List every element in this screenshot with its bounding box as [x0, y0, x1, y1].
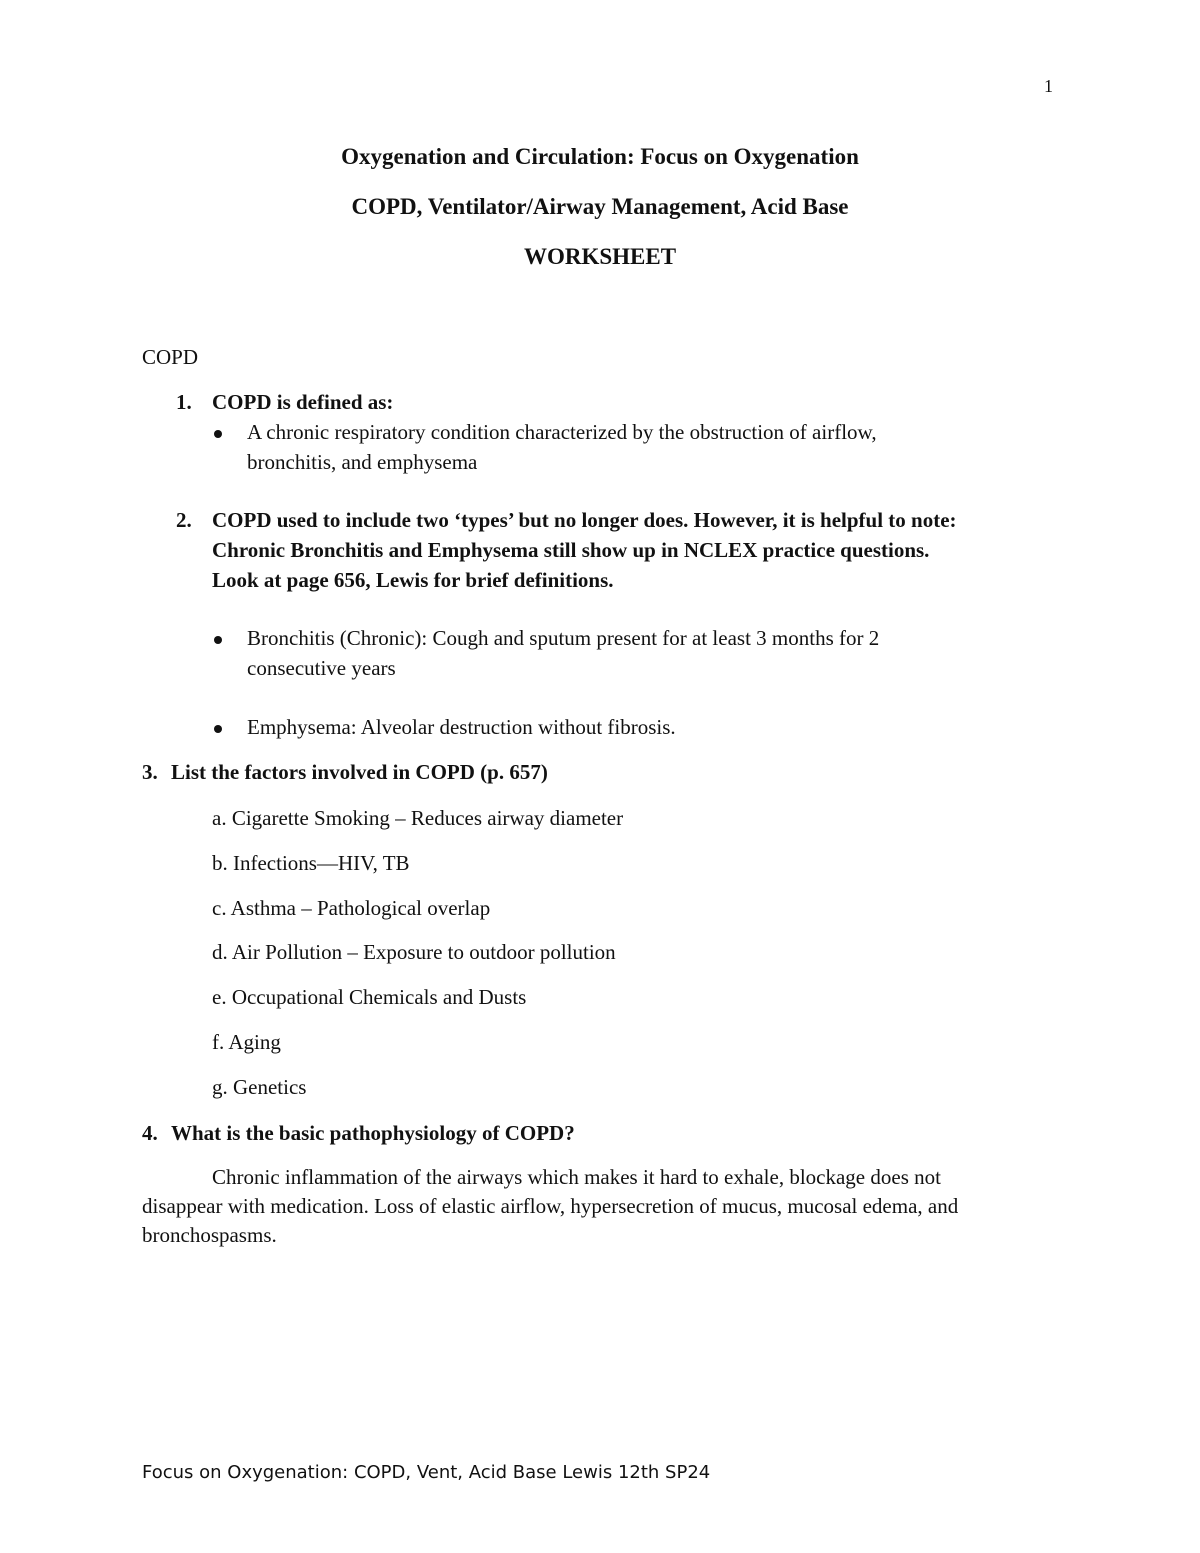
question-1-text: COPD is defined as: — [212, 390, 394, 414]
question-1-bullet-line-1: A chronic respiratory condition characterized by the obstruction of airflow, — [247, 420, 877, 444]
question-2-line-2: Chronic Bronchitis and Emphysema still show up in NCLEX practice questions. — [212, 538, 930, 562]
question-1-number: 1. — [176, 390, 192, 414]
answer-line-1: Chronic inflammation of the airways which makes it hard to exhale, blockage does not — [212, 1165, 941, 1189]
question-4-number: 4. — [142, 1121, 158, 1145]
question-2-line-3: Look at page 656, Lewis for brief definitions. — [212, 568, 614, 592]
question-4-text: What is the basic pathophysiology of COPD? — [171, 1121, 575, 1145]
question-2-bullet-2: Emphysema: Alveolar destruction without fibrosis. — [247, 715, 676, 739]
page-footer: Focus on Oxygenation: COPD, Vent, Acid Base Lewis 12th SP24 — [142, 1462, 711, 1483]
question-1-bullet-line-2: bronchitis, and emphysema — [247, 450, 478, 474]
section-heading: COPD — [142, 345, 199, 369]
factor-item: a. Cigarette Smoking – Reduces airway diameter — [212, 806, 624, 830]
document-title-line-2: COPD, Ventilator/Airway Management, Acid Base — [351, 194, 849, 219]
factor-item: f. Aging — [212, 1030, 281, 1054]
bullet-icon — [214, 430, 222, 438]
factor-item: d. Air Pollution – Exposure to outdoor pollution — [212, 940, 616, 964]
document-title-line-3: WORKSHEET — [523, 244, 677, 269]
answer-line-2: disappear with medication. Loss of elastic airflow, hypersecretion of mucus, mucosal edema, and — [142, 1194, 959, 1218]
factor-item: c. Asthma – Pathological overlap — [212, 896, 491, 920]
question-2-bullet-1-line-2: consecutive years — [247, 656, 396, 680]
question-2-bullet-1-line-1: Bronchitis (Chronic): Cough and sputum present for at least 3 months for 2 — [247, 626, 880, 650]
question-2-number: 2. — [176, 508, 192, 532]
factor-item: e. Occupational Chemicals and Dusts — [212, 985, 527, 1009]
bullet-icon — [214, 725, 222, 733]
factor-item: g. Genetics — [212, 1075, 307, 1099]
page-number: 1 — [1044, 76, 1053, 96]
document-title-line-1: Oxygenation and Circulation: Focus on Oxygenation — [341, 144, 859, 169]
question-2-line-1: COPD used to include two ‘types’ but no longer does. However, it is helpful to note: — [212, 508, 957, 532]
answer-line-3: bronchospasms. — [142, 1223, 277, 1247]
question-3-text: List the factors involved in COPD (p. 657) — [171, 760, 548, 784]
question-3-number: 3. — [142, 760, 158, 784]
bullet-icon — [214, 636, 222, 644]
factor-item: b. Infections—HIV, TB — [212, 851, 410, 875]
